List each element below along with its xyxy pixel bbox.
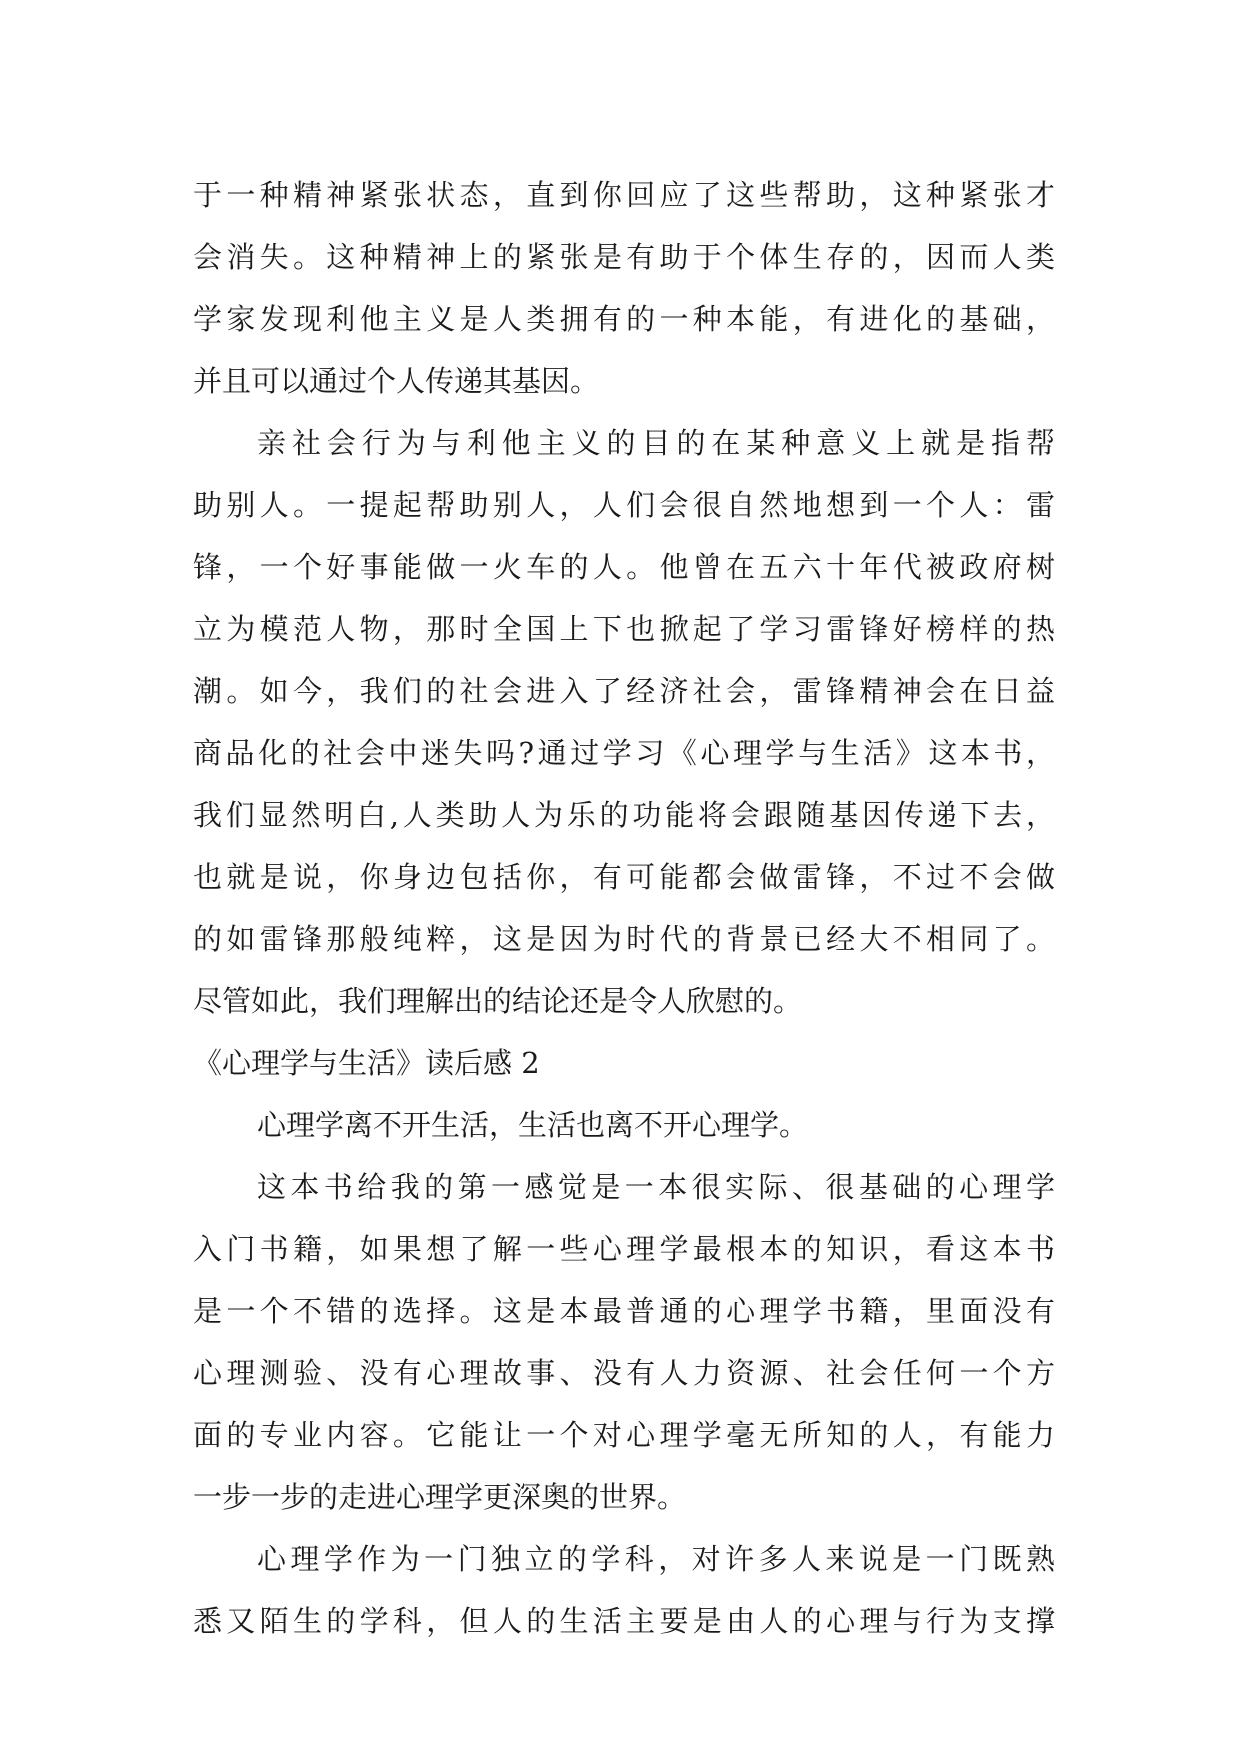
text-line: 会消失。这种精神上的紧张是有助于个体生存的，因而人类 xyxy=(193,240,1055,274)
text-line: 心理学离不开生活，生活也离不开心理学。 xyxy=(257,1108,809,1142)
text-line: 尽管如此，我们理解出的结论还是令人欣慰的。 xyxy=(193,984,803,1018)
section-heading: 《心理学与生活》读后感 2 xyxy=(193,1046,540,1080)
text-line: 锋，一个好事能做一火车的人。他曾在五六十年代被政府树 xyxy=(193,550,1055,584)
text-line: 学家发现利他主义是人类拥有的一种本能，有进化的基础， xyxy=(193,302,1055,336)
text-line: 这本书给我的第一感觉是一本很实际、很基础的心理学 xyxy=(257,1170,1055,1204)
text-line: 的如雷锋那般纯粹，这是因为时代的背景已经大不相同了。 xyxy=(193,922,1055,956)
text-line: 入门书籍，如果想了解一些心理学最根本的知识，看这本书 xyxy=(193,1232,1055,1266)
text-line: 我们显然明白,人类助人为乐的功能将会跟随基因传递下去， xyxy=(193,798,1055,832)
text-line: 心理测验、没有心理故事、没有人力资源、社会任何一个方 xyxy=(193,1356,1055,1390)
text-line: 悉又陌生的学科，但人的生活主要是由人的心理与行为支撑 xyxy=(193,1604,1055,1638)
text-line: 助别人。一提起帮助别人，人们会很自然地想到一个人：雷 xyxy=(193,488,1055,522)
text-line: 潮。如今，我们的社会进入了经济社会，雷锋精神会在日益 xyxy=(193,674,1055,708)
text-line: 并且可以通过个人传递其基因。 xyxy=(193,364,600,398)
text-line: 心理学作为一门独立的学科，对许多人来说是一门既熟 xyxy=(257,1542,1055,1576)
text-line: 是一个不错的选择。这是本最普通的心理学书籍，里面没有 xyxy=(193,1294,1055,1328)
text-line: 亲社会行为与利他主义的目的在某种意义上就是指帮 xyxy=(257,426,1055,460)
document-body xyxy=(193,164,1055,1652)
text-line: 也就是说，你身边包括你，有可能都会做雷锋，不过不会做 xyxy=(193,860,1055,894)
text-line: 立为模范人物，那时全国上下也掀起了学习雷锋好榜样的热 xyxy=(193,612,1055,646)
text-line: 于一种精神紧张状态，直到你回应了这些帮助，这种紧张才 xyxy=(193,178,1055,212)
text-line: 面的专业内容。它能让一个对心理学毫无所知的人，有能力 xyxy=(193,1418,1055,1452)
text-line: 一步一步的走进心理学更深奥的世界。 xyxy=(193,1480,687,1514)
text-line: 商品化的社会中迷失吗?通过学习《心理学与生活》这本书， xyxy=(193,736,1055,770)
